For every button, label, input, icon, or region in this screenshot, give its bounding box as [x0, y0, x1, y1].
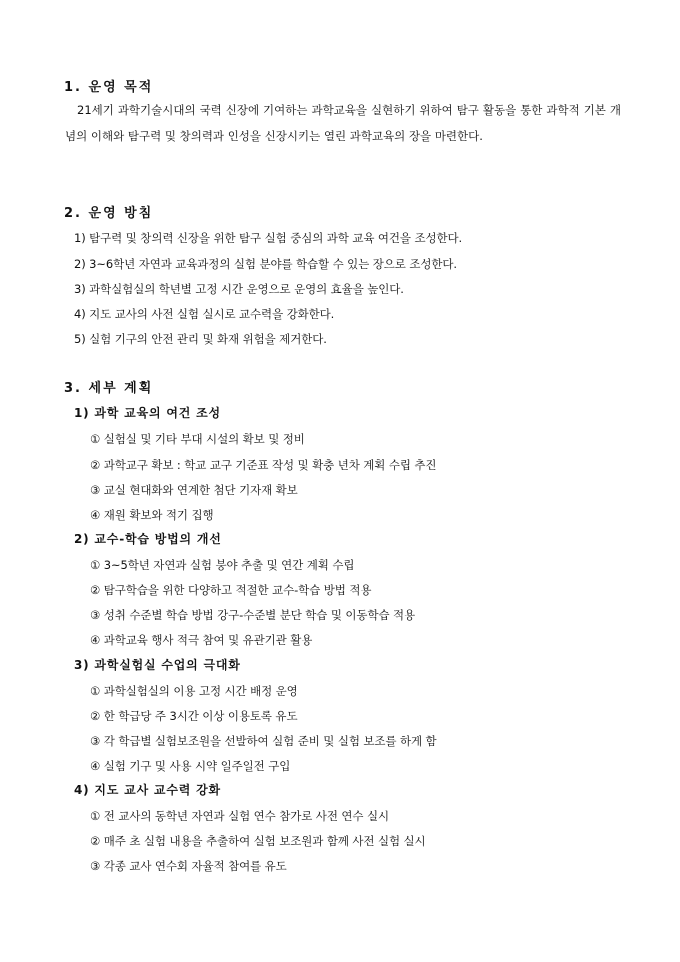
policy-item: 3) 과학실험실의 학년별 고정 시간 운영으로 운영의 효율을 높인다. — [74, 282, 404, 296]
plan-item: ③ 각 학급별 실험보조원을 선발하여 실험 준비 및 실험 보조를 하게 함 — [90, 734, 437, 748]
plan-item: ② 과학교구 확보 : 학교 교구 기준표 작성 및 확충 년차 계획 수립 추진 — [90, 458, 437, 472]
section-1-title: 1. 운영 목적 — [64, 80, 154, 95]
plan-item: ① 전 교사의 동학년 자연과 실험 연수 참가로 사전 연수 실시 — [90, 809, 389, 823]
section-1-body: 21세기 과학기술시대의 국력 신장에 기여하는 과학교육을 실현하기 위하여 탐구 활동을 통한 과학적 기본 개념의 이해와 탐구력 및 창의력과 인성을 신장시키는 열린 과학교육의 장을 마련한다. — [65, 103, 621, 143]
plan-item: ① 과학실험실의 이용 고정 시간 배정 운영 — [90, 684, 298, 698]
plan-item: ③ 각종 교사 연수회 자율적 참여를 유도 — [90, 859, 287, 873]
policy-item: 4) 지도 교사의 사전 실험 실시로 교수력을 강화한다. — [74, 307, 335, 321]
plan-item: ② 한 학급당 주 3시간 이상 이용토록 유도 — [90, 709, 298, 723]
subsection-title: 4) 지도 교사 교수력 강화 — [74, 783, 221, 797]
policy-item: 2) 3~6학년 자연과 교육과정의 실험 분야를 학습할 수 있는 장으로 조성한다. — [74, 257, 457, 271]
subsection-title: 2) 교수-학습 방법의 개선 — [74, 532, 222, 546]
section-3-title: 3. 세부 계획 — [64, 381, 154, 396]
plan-item: ④ 재원 확보와 적기 집행 — [90, 508, 214, 522]
plan-item: ③ 성취 수준별 학습 방법 강구-수준별 분단 학습 및 이동학습 적용 — [90, 608, 416, 622]
subsection-title: 1) 과학 교육의 여건 조성 — [74, 406, 221, 420]
policy-item: 5) 실험 기구의 안전 관리 및 화재 위험을 제거한다. — [74, 332, 327, 346]
plan-item: ① 실험실 및 기타 부대 시설의 확보 및 정비 — [90, 432, 305, 446]
section-2-title: 2. 운영 방침 — [64, 206, 154, 221]
subsection-title: 3) 과학실험실 수업의 극대화 — [74, 658, 241, 672]
plan-item: ② 매주 초 실험 내용을 추출하여 실험 보조원과 함께 사전 실험 실시 — [90, 834, 426, 848]
plan-item: ④ 과학교육 행사 적극 참여 및 유관기관 활용 — [90, 633, 313, 647]
plan-item: ① 3~5학년 자연과 실험 붕야 추출 및 연간 계획 수립 — [90, 558, 355, 572]
policy-item: 1) 탐구력 및 창의력 신장을 위한 탐구 실험 중심의 과학 교육 여건을 조성한다. — [74, 231, 463, 245]
plan-item: ③ 교실 현대화와 연계한 첨단 기자재 확보 — [90, 483, 298, 497]
plan-item: ④ 실험 기구 및 사용 시약 일주일전 구입 — [90, 759, 291, 773]
plan-item: ② 탐구학습을 위한 다양하고 적절한 교수-학습 방법 적용 — [90, 583, 372, 597]
